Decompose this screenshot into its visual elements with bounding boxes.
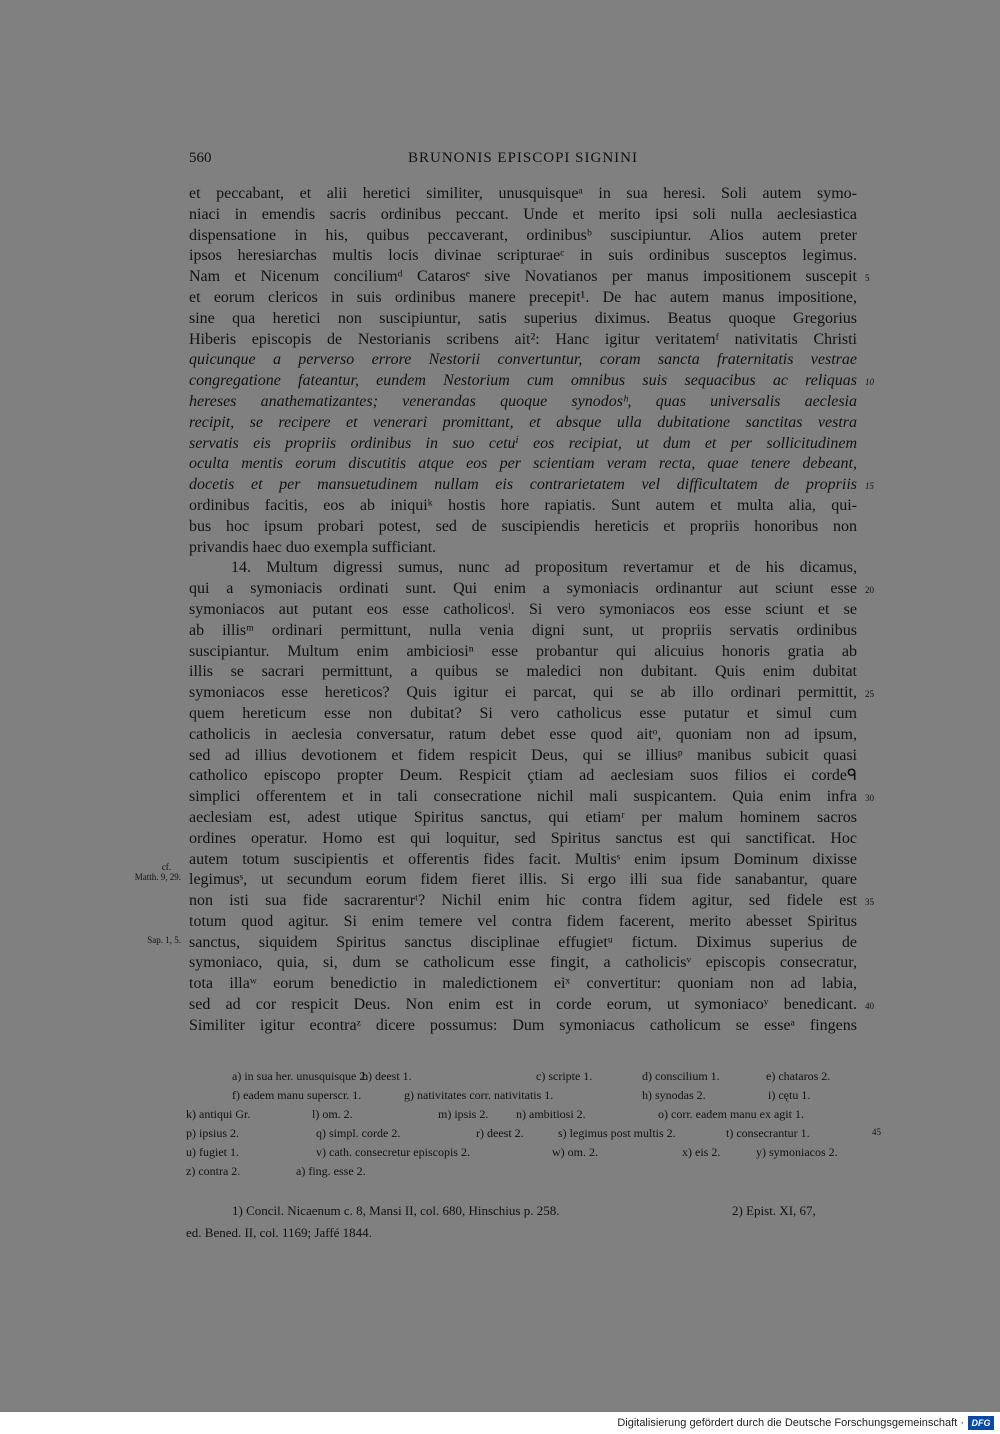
- apparatus-note: h) synodas 2.: [642, 1088, 706, 1102]
- apparatus-note: a) in sua her. unusquisque 2.: [232, 1069, 369, 1083]
- text-line: [189, 953, 857, 974]
- main-text: [134, 184, 874, 1037]
- text-line: [189, 517, 857, 538]
- text-line: [147, 933, 857, 954]
- text-line: [189, 267, 870, 288]
- line-text: quicunque a perverso errore Nestorii convertuntur, coram sancta fraternitatis vestrae: [189, 351, 857, 369]
- text-line: [189, 725, 857, 746]
- line-text: simplici offerentem et in tali consecratione nichil mali suspicantem. Quia enim infra: [189, 788, 857, 806]
- source-line: [186, 1225, 858, 1247]
- running-title: BRUNONIS EPISCOPI SIGNINI: [407, 150, 639, 166]
- text-line: [189, 787, 874, 808]
- text-line: [189, 413, 857, 434]
- apparatus-note: k) antiqui Gr.: [186, 1107, 251, 1121]
- line-text: suscipiantur. Multum enim ambiciosiⁿ esse probantur qui alicuius honoris gratia ab: [189, 642, 857, 660]
- page-header: [189, 150, 857, 170]
- margin-reference: Matth. 9, 29.: [134, 872, 181, 883]
- line-number: 35: [865, 897, 874, 908]
- source-line: [186, 1203, 858, 1225]
- text-line: [189, 704, 857, 725]
- line-text: recipit, se recipere et venerari promittant, et absque ulla dubitatione sanctitas vestra: [189, 413, 857, 431]
- text-line: [189, 912, 857, 933]
- line-text: docetis et per mansuetudinem nullam eis contrarietatem vel difficultatem de propriis: [189, 476, 857, 494]
- apparatus-note: l) om. 2.: [312, 1107, 353, 1121]
- text-line: [189, 579, 874, 600]
- text-line: [189, 205, 857, 226]
- line-text: illis se sacrari permittunt, a quibus se maledici non dubitant. Quis enim dubitat: [189, 663, 857, 681]
- apparatus-note: i) cętu 1.: [768, 1088, 811, 1102]
- line-text: symoniacos esse hereticos? Quis igitur ei parcat, qui se ab illo ordinari permittit,: [189, 684, 857, 702]
- line-text: niaci in emendis sacris ordinibus peccant. Unde et merito ipsi soli nulla aeclesiastica: [189, 205, 857, 223]
- text-line: [189, 746, 857, 767]
- text-line: [161, 850, 857, 872]
- text-line: [189, 309, 857, 330]
- apparatus-row: [186, 1088, 866, 1107]
- text-line: [189, 330, 857, 351]
- apparatus-note: g) nativitates corr. nativitatis 1.: [404, 1088, 554, 1102]
- line-text: symoniaco, quia, si, dum se catholicum esse fingit, a catholicisᵛ episcopis consecratur,: [189, 954, 857, 972]
- line-text: servatis eis propriis ordinibus in suo cetuⁱ eos recipiat, ut dum et per sollicitudinem: [189, 434, 857, 452]
- apparatus-note: p) ipsius 2.: [186, 1126, 240, 1140]
- apparatus-row: [186, 1145, 866, 1164]
- text-line: [189, 1016, 857, 1037]
- line-text: sanctus, siquidem Spiritus sanctus disciplinae effugietᵘ fictum. Diximus superius de: [189, 933, 857, 951]
- text-line: [189, 350, 857, 371]
- text-line: [189, 600, 857, 621]
- apparatus-note: u) fugiet 1.: [186, 1145, 239, 1159]
- apparatus-note: w) om. 2.: [552, 1145, 598, 1159]
- line-text: et peccabant, et alii heretici similiter, unusquisqueᵃ in sua heresi. Soli autem symo-: [189, 185, 857, 202]
- apparatus-note: b) deest 1.: [362, 1069, 412, 1083]
- apparatus-note: a) fing. esse 2.: [296, 1164, 366, 1178]
- line-number: 20: [865, 585, 874, 596]
- source-note-1: 1) Concil. Nicaenum c. 8, Mansi II, col. 680, Hinschius p. 258.: [232, 1203, 560, 1218]
- margin-reference-cf: cf.: [161, 861, 171, 872]
- line-text: qui a symoniacis ordinati sunt. Qui enim a symoniacis ordinantur aut sciunt esse: [189, 580, 857, 598]
- line-text: dispensatione in his, quibus peccaverant, ordinibusᵇ suscipiuntur. Alios autem preter: [189, 226, 857, 244]
- text-line: [189, 184, 857, 205]
- apparatus-note: x) eis 2.: [682, 1145, 721, 1159]
- line-text: Nam et Nicenum conciliumᵈ Catarosᵉ sive Novatianos per manus impositionem suscepit: [189, 268, 857, 286]
- apparatus-note: z) contra 2.: [186, 1164, 241, 1178]
- line-text: Similiter igitur econtraᶻ dicere possumus: Dum symoniacus catholicum se esseᵃ fingens: [189, 1016, 857, 1034]
- text-line: [189, 766, 857, 787]
- text-line: [189, 288, 857, 309]
- apparatus-note: t) consecrantur 1.: [726, 1126, 810, 1140]
- line-text: tota illaʷ eorum benedictio in maledictionem eiˣ convertitur: quoniam non ad labia,: [189, 975, 857, 993]
- line-text: ordinibus facitis, eos ab iniquiᵏ hostis hore rapiatis. Sunt autem et multa alia, qui-: [189, 496, 857, 514]
- line-text: catholicis in aeclesia conversatur, ratum debet esse quod aitᵒ, quoniam non ad ipsum,: [189, 725, 857, 743]
- text-line: [189, 246, 857, 267]
- text-line: [189, 995, 874, 1016]
- line-text: legimusˢ, ut secundum eorum fidem fieret illis. Si ergo illi sua fide sanabantur, quare: [189, 871, 857, 889]
- page-number: 560: [189, 150, 212, 166]
- footer-bar: [0, 1412, 1000, 1434]
- text-line: [189, 371, 874, 392]
- apparatus-note: d) conscilium 1.: [642, 1069, 720, 1083]
- line-text: congregatione fateantur, eundem Nestorium cum omnibus suis sequacibus ac reliquas: [189, 372, 857, 390]
- text-line: [134, 870, 857, 891]
- line-number: 25: [865, 689, 874, 700]
- apparatus-note: s) legimus post multis 2.: [558, 1126, 676, 1140]
- apparatus-row: [186, 1164, 866, 1183]
- text-line: [189, 392, 857, 413]
- text-line: [189, 891, 874, 912]
- line-text: quem hereticum esse non dubitat? Si vero catholicus esse putatur et simul cum: [189, 704, 857, 722]
- text-line: [189, 475, 874, 496]
- text-line: [189, 496, 857, 517]
- source-note-2: 2) Epist. XI, 67,: [732, 1203, 816, 1218]
- line-text: totum quod agitur. Si enim temere vel contra fidem facerent, merito abesset Spiritus: [189, 912, 857, 930]
- line-number: 15: [865, 481, 874, 492]
- apparatus-note: n) ambitiosi 2.: [516, 1107, 586, 1121]
- line-text: Hiberis episcopis de Nestorianis scribens ait²: Hanc igitur veritatemᶠ nativitatis Christi: [189, 330, 857, 348]
- text-line: [189, 621, 857, 642]
- text-line: [189, 829, 857, 850]
- line-number: 45: [872, 1127, 881, 1137]
- line-number: 30: [865, 793, 874, 804]
- margin-reference: Sap. 1, 5.: [147, 934, 181, 945]
- text-line: [189, 808, 857, 829]
- line-text: ipsos heresiarchas multis locis divinae scripturaeᶜ in suis ordinibus susceptos legimus.: [189, 247, 857, 265]
- line-number: 40: [865, 1001, 874, 1012]
- apparatus-note: e) chataros 2.: [766, 1069, 831, 1083]
- apparatus-row: [186, 1069, 866, 1088]
- text-line: [189, 974, 857, 995]
- text-line: [189, 226, 857, 247]
- line-text: oculta mentis eorum discutitis atque eos per scientiam veram recta, quae tenere debeant,: [189, 455, 857, 473]
- line-text: aeclesiam est, adest utique Spiritus sanctus, qui etiamʳ per malum hominem sacros: [189, 808, 857, 826]
- dfg-logo: DFG: [968, 1416, 994, 1430]
- apparatus-note: v) cath. consecretur episcopis 2.: [316, 1145, 470, 1159]
- line-number: 5: [865, 273, 870, 284]
- apparatus-row: [186, 1126, 881, 1145]
- apparatus-row: [186, 1107, 866, 1126]
- source-note-continuation: ed. Bened. II, col. 1169; Jaffé 1844.: [186, 1225, 372, 1240]
- line-text: ab illisᵐ ordinari permittunt, nulla venia digni sunt, ut propriis servatis ordinibus: [189, 621, 857, 639]
- apparatus-note: m) ipsis 2.: [438, 1107, 489, 1121]
- line-text: non isti sua fide sacrarenturᵗ? Nichil enim hic contra fidem agitur, sed fidele est: [189, 892, 857, 910]
- line-text: et eorum clericos in suis ordinibus manere precepit¹. De hac autem manus impositione,: [189, 288, 857, 306]
- line-text: bus hoc ipsum probari potest, sed de suscipiendis hereticis et propriis honoribus non: [189, 517, 857, 535]
- text-line: [189, 434, 857, 455]
- text-line: [189, 454, 857, 475]
- line-text: privandis haec duo exempla sufficiant.: [189, 538, 437, 556]
- text-line: [189, 683, 874, 704]
- apparatus-note: o) corr. eadem manu ex agit 1.: [658, 1107, 804, 1121]
- apparatus-note: y) symoniacos 2.: [756, 1145, 838, 1159]
- line-text: ordines operatur. Homo est qui loquitur, sed Spiritus sanctus est qui sanctificat. Hoc: [189, 829, 857, 847]
- line-text: sed ad cor respicit Deus. Non enim est in corde eorum, ut symoniacoʸ benedicant.: [189, 996, 857, 1014]
- apparatus-note: f) eadem manu superscr. 1.: [232, 1088, 362, 1102]
- source-notes: [186, 1203, 858, 1247]
- text-line: [189, 558, 857, 579]
- line-text: 14. Multum digressi sumus, nunc ad propositum revertamur et de his dicamus,: [231, 559, 857, 577]
- line-text: sine qua heretici non suscipiuntur, satis superius diximus. Beatus quoque Gregorius: [189, 309, 857, 327]
- line-number: 10: [865, 377, 874, 388]
- critical-apparatus: [186, 1069, 881, 1183]
- text-line: [189, 538, 857, 559]
- line-text: symoniacos aut putant eos esse catholicosˡ. Si vero symoniacos eos esse sciunt et se: [189, 600, 857, 618]
- funding-credit: Digitalisierung gefördert durch die Deutsche Forschungsgemeinschaft ·: [617, 1417, 964, 1429]
- apparatus-note: r) deest 2.: [476, 1126, 524, 1140]
- text-line: [189, 642, 857, 663]
- line-text: catholico episcopo propter Deum. Respicit çtiam ad aeclesiam suos filios ei cordeᑫ: [189, 767, 857, 785]
- apparatus-note: q) simpl. corde 2.: [316, 1126, 401, 1140]
- line-text: sed ad illius devotionem et fidem respicit Deus, qui se illiusᵖ manibus subicit quasi: [189, 746, 857, 764]
- line-text: hereses anathematizantes; venerandas quoque synodosʰ, quas universalis aeclesia: [189, 392, 857, 410]
- apparatus-note: c) scripte 1.: [536, 1069, 593, 1083]
- text-line: [189, 662, 857, 683]
- line-text: autem totum suscipientis et offerentis fides facit. Multisˢ enim ipsum Dominum dixisse: [189, 850, 857, 868]
